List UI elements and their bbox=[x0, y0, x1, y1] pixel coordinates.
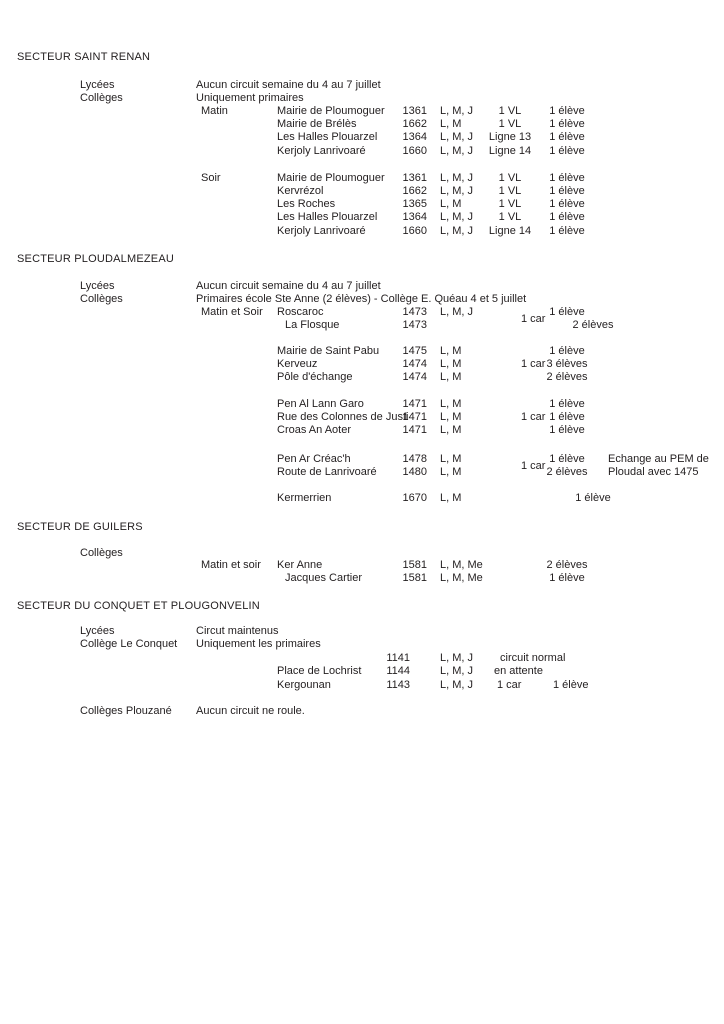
stop-name: Jacques Cartier bbox=[285, 572, 363, 584]
stop-name: Les Roches bbox=[277, 198, 336, 210]
circuit-number: 1471 bbox=[402, 424, 427, 436]
stop-name: Kermerrien bbox=[277, 492, 332, 504]
circuit-number: 1581 bbox=[402, 559, 427, 571]
service-days: L, M bbox=[440, 411, 462, 423]
service-days: L, M bbox=[440, 358, 462, 370]
student-count: 1 élève bbox=[549, 211, 585, 223]
student-count: 1 élève bbox=[549, 172, 585, 184]
category-label: Collège Le Conquet bbox=[80, 638, 178, 650]
stop-name: Mairie de Ploumoguer bbox=[277, 172, 385, 184]
service-days: L, M, J bbox=[440, 105, 474, 117]
category-label: Lycées bbox=[80, 280, 115, 292]
exchange-note: Ploudal avec 1475 bbox=[608, 466, 699, 478]
student-count: 2 élèves bbox=[546, 371, 588, 383]
service-days: L, M bbox=[440, 424, 462, 436]
stop-name: Kerjoly Lanrivoaré bbox=[277, 145, 366, 157]
category-label: Collèges bbox=[80, 293, 123, 305]
student-count: 1 élève bbox=[549, 118, 585, 130]
category-label: Lycées bbox=[80, 79, 115, 91]
stop-name: La Flosque bbox=[285, 319, 340, 331]
stop-name: Pen Al Lann Garo bbox=[277, 398, 364, 410]
circuit-number: 1143 bbox=[386, 679, 410, 691]
student-count: 2 élèves bbox=[546, 559, 588, 571]
stop-name: Les Halles Plouarzel bbox=[277, 211, 378, 223]
student-count: 1 élève bbox=[549, 145, 585, 157]
section-title: SECTEUR SAINT RENAN bbox=[17, 51, 151, 63]
circuit-number: 1471 bbox=[402, 398, 427, 410]
stop-name: Pôle d'échange bbox=[277, 371, 353, 383]
service-days: L, M, J bbox=[440, 211, 474, 223]
exchange-note: Echange au PEM de bbox=[608, 453, 709, 465]
student-count: 1 élève bbox=[575, 492, 611, 504]
circuit-status: en attente bbox=[494, 665, 543, 677]
time-label: Soir bbox=[201, 172, 221, 184]
stop-name: Kerjoly Lanrivoaré bbox=[277, 225, 366, 237]
stop-name: Route de Lanrivoaré bbox=[277, 466, 377, 478]
time-label: Matin et soir bbox=[201, 559, 261, 571]
category-value: Aucun circuit ne roule. bbox=[196, 705, 305, 717]
circuit-number: 1361 bbox=[402, 105, 427, 117]
stop-name: Kerveuz bbox=[277, 358, 318, 370]
circuit-number: 1474 bbox=[402, 358, 427, 370]
service-days: L, M, J bbox=[440, 679, 474, 691]
student-count: 1 élève bbox=[549, 185, 585, 197]
service-days: L, M, Me bbox=[440, 559, 483, 571]
vehicle-label: 1 VL bbox=[498, 198, 522, 210]
vehicle-label: 1 VL bbox=[498, 211, 522, 223]
student-count: 1 élève bbox=[549, 198, 585, 210]
circuit-number: 1581 bbox=[402, 572, 427, 584]
service-days: L, M bbox=[440, 453, 462, 465]
stop-name: Croas An Aoter bbox=[277, 424, 351, 436]
circuit-number: 1473 bbox=[402, 319, 427, 331]
service-days: L, M bbox=[440, 118, 462, 130]
circuit-number: 1662 bbox=[402, 185, 427, 197]
section-title: SECTEUR DE GUILERS bbox=[17, 521, 143, 533]
student-count: 1 élève bbox=[549, 398, 585, 410]
time-label: Matin bbox=[201, 105, 228, 117]
vehicle-label: 1 VL bbox=[498, 105, 522, 117]
service-days: L, M bbox=[440, 466, 462, 478]
stop-name: Pen Ar Créac'h bbox=[277, 453, 351, 465]
service-days: L, M, J bbox=[440, 652, 474, 664]
student-count: 1 élève bbox=[549, 411, 585, 423]
service-days: L, M bbox=[440, 345, 462, 357]
car-count: 1 car bbox=[521, 358, 546, 370]
category-value: Circut maintenus bbox=[196, 625, 279, 637]
time-label: Matin et Soir bbox=[201, 306, 263, 318]
student-count: 1 élève bbox=[549, 131, 585, 143]
student-count: 3 élèves bbox=[546, 358, 588, 370]
stop-name: Les Halles Plouarzel bbox=[277, 131, 378, 143]
vehicle-label: 1 VL bbox=[498, 118, 522, 130]
service-days: L, M, J bbox=[440, 225, 474, 237]
circuit-number: 1364 bbox=[402, 131, 427, 143]
vehicle-label: 1 VL bbox=[498, 172, 522, 184]
stop-name: Kergounan bbox=[277, 679, 331, 691]
stop-name: Mairie de Saint Pabu bbox=[277, 345, 380, 357]
circuit-number: 1660 bbox=[402, 145, 427, 157]
stop-name: Mairie de Brélès bbox=[277, 118, 357, 130]
car-count: 1 car bbox=[521, 460, 546, 472]
stop-name: Kervrézol bbox=[277, 185, 324, 197]
vehicle-label: Ligne 13 bbox=[488, 131, 532, 143]
service-days: L, M bbox=[440, 198, 462, 210]
circuit-number: 1660 bbox=[402, 225, 427, 237]
student-count: 2 élèves bbox=[572, 319, 614, 331]
service-days: L, M bbox=[440, 371, 462, 383]
category-label: Collèges bbox=[80, 92, 123, 104]
category-value: Uniquement les primaires bbox=[196, 638, 321, 650]
section-title: SECTEUR DU CONQUET ET PLOUGONVELIN bbox=[17, 600, 260, 612]
category-label: Lycées bbox=[80, 625, 115, 637]
student-count: 1 élève bbox=[549, 572, 585, 584]
circuit-number: 1473 bbox=[402, 306, 427, 318]
service-days: L, M bbox=[440, 398, 462, 410]
vehicle-label: 1 VL bbox=[498, 185, 522, 197]
circuit-number: 1365 bbox=[402, 198, 427, 210]
student-count: 1 élève bbox=[549, 424, 585, 436]
service-days: L, M, J bbox=[440, 665, 474, 677]
stop-name: Roscaroc bbox=[277, 306, 324, 318]
circuit-number: 1141 bbox=[386, 652, 410, 664]
student-count: 1 élève bbox=[549, 225, 585, 237]
category-value: Primaires école Ste Anne (2 élèves) - Collège E. Quéau 4 et 5 juillet bbox=[196, 293, 527, 305]
category-label: Collèges Plouzané bbox=[80, 705, 172, 717]
car-count: 1 car bbox=[521, 411, 546, 423]
stop-name: Ker Anne bbox=[277, 559, 323, 571]
service-days: L, M, J bbox=[440, 306, 474, 318]
service-days: L, M bbox=[440, 492, 462, 504]
category-value: Aucun circuit semaine du 4 au 7 juillet bbox=[196, 79, 381, 91]
student-count: 1 élève bbox=[549, 345, 585, 357]
circuit-number: 1144 bbox=[386, 665, 410, 677]
student-count: 1 élève bbox=[553, 679, 589, 691]
service-days: L, M, J bbox=[440, 185, 474, 197]
circuit-number: 1475 bbox=[402, 345, 427, 357]
stop-name: Mairie de Ploumoguer bbox=[277, 105, 385, 117]
service-days: L, M, J bbox=[440, 145, 474, 157]
stop-name: Rue des Colonnes de Justi bbox=[277, 411, 409, 423]
category-value: Uniquement primaires bbox=[196, 92, 304, 104]
student-count: 1 élève bbox=[549, 105, 585, 117]
circuit-number: 1480 bbox=[402, 466, 427, 478]
section-title: SECTEUR PLOUDALMEZEAU bbox=[17, 253, 175, 265]
circuit-number: 1364 bbox=[402, 211, 427, 223]
category-label: Collèges bbox=[80, 547, 123, 559]
category-value: Aucun circuit semaine du 4 au 7 juillet bbox=[196, 280, 381, 292]
service-days: L, M, J bbox=[440, 131, 474, 143]
car-count: 1 car bbox=[497, 679, 522, 691]
stop-name: Place de Lochrist bbox=[277, 665, 362, 677]
circuit-status: circuit normal bbox=[500, 652, 566, 664]
circuit-number: 1361 bbox=[402, 172, 427, 184]
vehicle-label: Ligne 14 bbox=[488, 145, 532, 157]
student-count: 1 élève bbox=[549, 306, 585, 318]
service-days: L, M, J bbox=[440, 172, 474, 184]
circuit-number: 1474 bbox=[402, 371, 427, 383]
circuit-number: 1670 bbox=[402, 492, 427, 504]
circuit-number: 1478 bbox=[402, 453, 427, 465]
circuit-number: 1471 bbox=[402, 411, 427, 423]
circuit-number: 1662 bbox=[402, 118, 427, 130]
car-count: 1 car bbox=[521, 313, 546, 325]
service-days: L, M, Me bbox=[440, 572, 483, 584]
student-count: 2 élèves bbox=[546, 466, 588, 478]
vehicle-label: Ligne 14 bbox=[488, 225, 532, 237]
student-count: 1 élève bbox=[549, 453, 585, 465]
